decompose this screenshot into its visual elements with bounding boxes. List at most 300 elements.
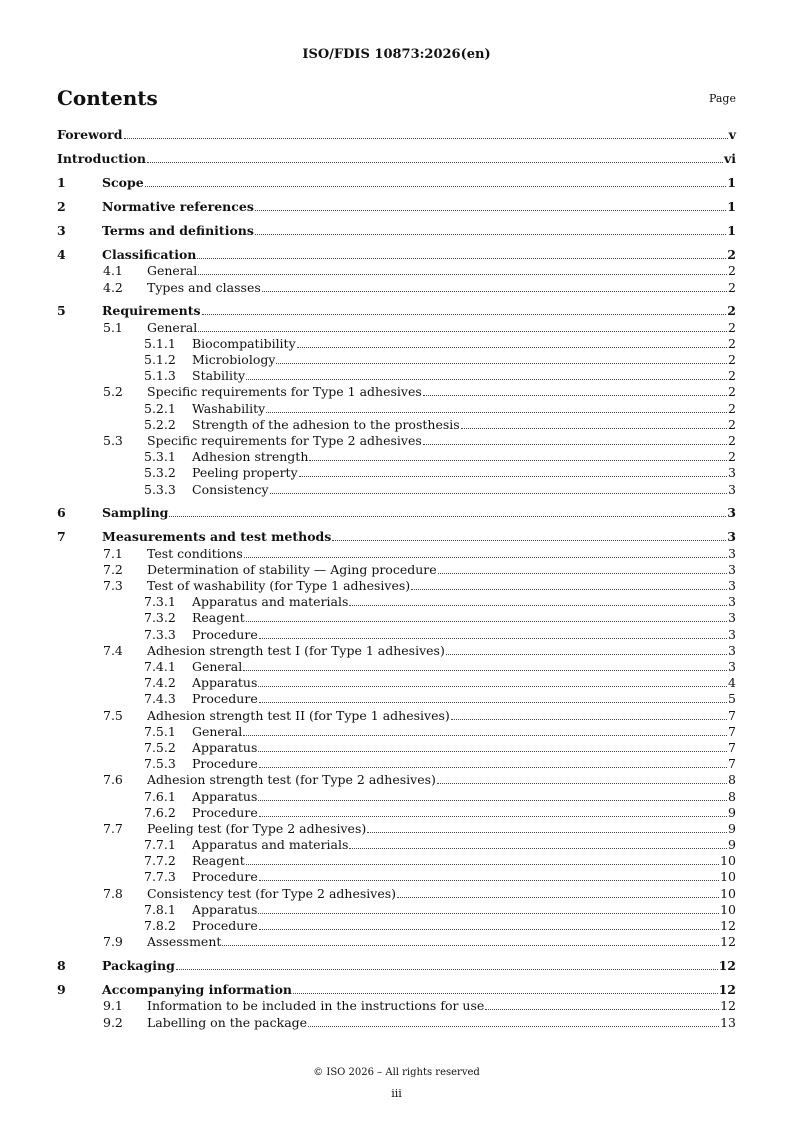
toc-entry-line — [192, 401, 736, 417]
toc-entry-number: 7.5.1 — [144, 723, 176, 739]
document-id: ISO/FDIS 10873:2026(en) — [302, 47, 491, 62]
toc-entry-page: 2 — [728, 416, 736, 432]
toc-entry-page: 3 — [728, 561, 736, 577]
toc-entry-title: Adhesion strength test (for Type 2 adhesives) — [147, 772, 436, 788]
toc-entry-title: Accompanying information — [102, 981, 293, 997]
dot-leader — [438, 573, 727, 574]
toc-entry-page: 7 — [728, 739, 736, 755]
dot-leader — [198, 331, 727, 332]
toc-entry-page: 1 — [727, 174, 736, 190]
toc-entry-line — [147, 886, 736, 902]
toc-entry-number: 3 — [57, 222, 66, 238]
toc-entry-line — [102, 303, 736, 319]
dot-leader — [147, 162, 723, 163]
toc-entry[interactable] — [57, 280, 736, 296]
toc-entry-title: Foreword — [57, 127, 123, 142]
toc-entry[interactable] — [57, 482, 736, 498]
toc-entry-title: Apparatus — [192, 788, 258, 804]
toc-entry-number: 7.6 — [103, 772, 123, 788]
toc-entry[interactable] — [57, 417, 736, 433]
dot-leader — [246, 621, 727, 622]
toc-entry-line — [192, 465, 736, 481]
dot-leader — [246, 379, 727, 380]
toc-entry[interactable] — [57, 756, 736, 772]
toc-entry-number: 7.7.2 — [144, 853, 176, 869]
toc-entry-line — [147, 1015, 736, 1031]
toc-entry[interactable] — [57, 433, 736, 449]
dot-leader — [423, 395, 727, 396]
toc-entry-number: 8 — [57, 957, 66, 973]
toc-entry[interactable] — [57, 675, 736, 691]
dot-leader — [222, 945, 719, 946]
dot-leader — [259, 929, 719, 930]
toc-entry-page: 8 — [728, 788, 736, 804]
toc-entry-page: 2 — [728, 384, 736, 400]
toc-entry-number: 7.3.3 — [144, 626, 176, 642]
toc-entry[interactable] — [57, 982, 736, 998]
toc-entry[interactable] — [57, 886, 736, 902]
toc-entry-line — [147, 263, 736, 279]
toc-entry[interactable] — [57, 263, 736, 279]
toc-entry-line — [192, 918, 736, 934]
dot-leader — [270, 493, 728, 494]
dot-leader — [461, 428, 727, 429]
toc-entry-title: Packaging — [102, 957, 175, 973]
toc-entry-page: 7 — [728, 707, 736, 723]
toc-entry[interactable] — [57, 853, 736, 869]
toc-entry-line — [192, 675, 736, 691]
dot-leader — [258, 686, 727, 687]
toc-entry-line — [192, 724, 736, 740]
toc-entry-line — [147, 280, 736, 296]
toc-entry-title: Apparatus and materials — [192, 594, 349, 610]
toc-entry-page: 7 — [728, 723, 736, 739]
toc-entry[interactable] — [57, 449, 736, 465]
toc-entry[interactable] — [57, 352, 736, 368]
toc-entry-page: 12 — [720, 998, 736, 1014]
toc-entry-number: 9 — [57, 981, 66, 997]
dot-leader — [299, 476, 727, 477]
dot-leader — [243, 670, 727, 671]
toc-entry-number: 5.2 — [103, 384, 123, 400]
toc-entry[interactable] — [57, 303, 736, 319]
toc-entry-line — [102, 175, 736, 191]
toc-entry-title: General — [192, 723, 243, 739]
toc-entry-line — [147, 643, 736, 659]
toc-entry-number: 7.3 — [103, 578, 123, 594]
toc-entry-title: Stability — [192, 368, 246, 384]
dot-leader — [202, 314, 727, 315]
toc-entry-title: Introduction — [57, 150, 147, 166]
toc-entry-line — [192, 417, 736, 433]
dot-leader — [259, 767, 727, 768]
dot-leader — [246, 864, 719, 865]
toc-entry-title: Assessment — [147, 934, 222, 950]
toc-entry-number: 7.4.3 — [144, 691, 176, 707]
dot-leader — [259, 638, 727, 639]
toc-entry-line — [192, 368, 736, 384]
toc-entry-title: Adhesion strength test II (for Type 1 adhesives) — [147, 707, 450, 723]
toc-entry[interactable] — [57, 902, 736, 918]
dot-leader — [451, 719, 727, 720]
toc-entry-line — [147, 384, 736, 400]
toc-entry-title: Peeling test (for Type 2 adhesives) — [147, 820, 367, 836]
toc-entry-number: 7 — [57, 529, 66, 545]
toc-entry-page: 2 — [728, 279, 736, 295]
toc-entry-page: 10 — [720, 869, 736, 885]
toc-entry-page: 12 — [720, 918, 736, 934]
dot-leader — [446, 654, 727, 655]
toc-entry[interactable] — [57, 934, 736, 950]
toc-entry[interactable] — [57, 546, 736, 562]
dot-leader — [367, 832, 727, 833]
toc-entry-line — [192, 805, 736, 821]
toc-entry[interactable] — [57, 336, 736, 352]
toc-entry-number: 7.2 — [103, 561, 123, 577]
toc-entry-title: Consistency test (for Type 2 adhesives) — [147, 885, 397, 901]
toc-entry[interactable] — [57, 127, 736, 143]
toc-entry-line — [192, 482, 736, 498]
toc-entry[interactable] — [57, 465, 736, 481]
toc-entry-page: 3 — [728, 481, 736, 497]
toc-entry-page: 3 — [728, 659, 736, 675]
dot-leader — [258, 751, 727, 752]
toc-entry[interactable] — [57, 805, 736, 821]
toc-entry-title: Normative references — [102, 198, 254, 214]
toc-entry-number: 4.1 — [103, 263, 123, 279]
toc-entry-line — [102, 199, 736, 215]
dot-leader — [255, 234, 726, 235]
toc-entry[interactable] — [57, 594, 736, 610]
toc-entry-page: 10 — [720, 885, 736, 901]
toc-entry[interactable] — [57, 789, 736, 805]
toc-entry-number: 6 — [57, 505, 66, 521]
toc-entry-title: Specific requirements for Type 1 adhesives — [147, 384, 422, 400]
toc-entry-number: 7.5.3 — [144, 756, 176, 772]
toc-entry-number: 5.1.1 — [144, 335, 176, 351]
toc-entry-line — [147, 433, 736, 449]
toc-entry-title: Measurements and test methods — [102, 529, 332, 545]
toc-entry-line — [192, 336, 736, 352]
dot-leader — [255, 210, 726, 211]
dot-leader — [198, 274, 727, 275]
toc-entry-number: 7.1 — [103, 545, 123, 561]
toc-entry-number: 9.1 — [103, 998, 123, 1014]
table-of-contents — [57, 127, 736, 1031]
dot-leader — [485, 1009, 719, 1010]
toc-entry-title: Test of washability (for Type 1 adhesives) — [147, 578, 411, 594]
toc-entry-line — [192, 594, 736, 610]
toc-entry-title: Classification — [102, 246, 197, 262]
toc-entry-line — [57, 151, 736, 167]
toc-entry-line — [102, 247, 736, 263]
toc-entry-line — [192, 853, 736, 869]
toc-entry-page: 1 — [727, 222, 736, 238]
toc-entry-page: 3 — [728, 578, 736, 594]
toc-entry[interactable] — [57, 368, 736, 384]
toc-entry[interactable] — [57, 223, 736, 239]
toc-entry-line — [192, 627, 736, 643]
toc-entry-page: 9 — [728, 837, 736, 853]
toc-entry-title: Requirements — [102, 303, 201, 319]
dot-leader — [243, 735, 727, 736]
toc-entry-title: Apparatus — [192, 901, 258, 917]
toc-entry[interactable] — [57, 740, 736, 756]
toc-entry-title: Consistency — [192, 481, 269, 497]
toc-entry-page: 3 — [728, 594, 736, 610]
toc-entry-line — [102, 223, 736, 239]
toc-entry-title: Apparatus — [192, 675, 258, 691]
toc-entry-page: 2 — [727, 246, 736, 262]
toc-entry-number: 5.2.2 — [144, 416, 176, 432]
toc-entry-page: 3 — [728, 642, 736, 658]
toc-entry-page: 3 — [727, 529, 736, 545]
toc-entry[interactable] — [57, 837, 736, 853]
toc-entry-title: Reagent — [192, 853, 245, 869]
toc-entry-page: 13 — [720, 1014, 736, 1030]
toc-entry-line — [192, 610, 736, 626]
toc-entry-title: Procedure — [192, 918, 258, 934]
toc-entry-title: Sampling — [102, 505, 169, 521]
dot-leader — [349, 848, 727, 849]
toc-entry[interactable] — [57, 724, 736, 740]
toc-entry-line — [192, 659, 736, 675]
toc-entry-page: 4 — [728, 675, 736, 691]
toc-entry-line — [57, 127, 736, 143]
toc-entry-title: Scope — [102, 174, 144, 190]
toc-entry-title: Test conditions — [147, 545, 243, 561]
toc-entry-title: Microbiology — [192, 352, 276, 368]
toc-entry-number: 7.7.3 — [144, 869, 176, 885]
toc-entry[interactable] — [57, 772, 736, 788]
toc-entry[interactable] — [57, 918, 736, 934]
toc-entry[interactable] — [57, 998, 736, 1014]
toc-entry-line — [147, 578, 736, 594]
toc-entry-line — [102, 982, 736, 998]
toc-entry[interactable] — [57, 401, 736, 417]
toc-entry[interactable] — [57, 708, 736, 724]
toc-entry-number: 7.4.2 — [144, 675, 176, 691]
toc-entry[interactable] — [57, 643, 736, 659]
toc-entry[interactable] — [57, 659, 736, 675]
dot-leader — [349, 605, 727, 606]
toc-entry-number: 7.5 — [103, 707, 123, 723]
toc-entry-line — [147, 998, 736, 1014]
toc-entry-line — [192, 789, 736, 805]
toc-entry-title: Strength of the adhesion to the prosthesis — [192, 416, 460, 432]
toc-entry-page: 2 — [728, 263, 736, 279]
toc-entry-title: Information to be included in the instructions for use — [147, 998, 485, 1014]
toc-entry-number: 4.2 — [103, 279, 123, 295]
dot-leader — [332, 540, 726, 541]
dot-leader — [197, 258, 726, 259]
dot-leader — [176, 969, 718, 970]
toc-entry-page: 2 — [728, 449, 736, 465]
toc-entry-number: 7.3.1 — [144, 594, 176, 610]
toc-entry-line — [192, 837, 736, 853]
toc-entry-page: 3 — [728, 610, 736, 626]
toc-entry-page: 9 — [728, 804, 736, 820]
toc-entry-title: Labelling on the package — [147, 1014, 308, 1030]
toc-entry-title: General — [147, 263, 198, 279]
toc-entry-number: 7.4.1 — [144, 659, 176, 675]
toc-entry-title: Procedure — [192, 804, 258, 820]
toc-entry[interactable] — [57, 610, 736, 626]
toc-entry[interactable] — [57, 1015, 736, 1031]
page-title: Contents — [57, 86, 158, 110]
toc-entry-line — [192, 869, 736, 885]
toc-entry-page: 2 — [727, 303, 736, 319]
page-number: iii — [391, 1087, 402, 1100]
toc-entry-page: v — [728, 127, 736, 142]
toc-entry-line — [102, 505, 736, 521]
toc-entry[interactable] — [57, 384, 736, 400]
toc-entry-number: 9.2 — [103, 1014, 123, 1030]
toc-entry-line — [147, 546, 736, 562]
toc-entry-page: 7 — [728, 756, 736, 772]
toc-entry-title: Washability — [192, 400, 266, 416]
toc-entry-page: 3 — [728, 465, 736, 481]
dot-leader — [309, 460, 727, 461]
toc-entry-number: 7.8.1 — [144, 901, 176, 917]
toc-entry-line — [192, 449, 736, 465]
toc-entry-page: 12 — [718, 957, 736, 973]
toc-entry-line — [147, 708, 736, 724]
toc-entry[interactable] — [57, 175, 736, 191]
toc-entry-title: General — [147, 319, 198, 335]
toc-entry[interactable] — [57, 869, 736, 885]
dot-leader — [124, 138, 728, 139]
toc-entry[interactable] — [57, 151, 736, 167]
toc-entry-page: 12 — [718, 981, 736, 997]
toc-entry-number: 7.9 — [103, 934, 123, 950]
toc-entry-title: Terms and definitions — [102, 222, 254, 238]
toc-entry-title: Apparatus — [192, 739, 258, 755]
toc-entry-title: Procedure — [192, 869, 258, 885]
toc-entry-title: Procedure — [192, 691, 258, 707]
toc-entry-number: 2 — [57, 198, 66, 214]
toc-entry-title: Biocompatibility — [192, 335, 296, 351]
toc-entry-page: 10 — [720, 853, 736, 869]
toc-entry-title: Types and classes — [147, 279, 261, 295]
toc-entry-title: Adhesion strength test I (for Type 1 adhesives) — [147, 642, 445, 658]
toc-entry-number: 7.6.2 — [144, 804, 176, 820]
toc-entry-number: 7.4 — [103, 642, 123, 658]
toc-entry-line — [102, 529, 736, 545]
toc-entry[interactable] — [57, 199, 736, 215]
toc-entry-number: 7.7.1 — [144, 837, 176, 853]
toc-entry-number: 7.8 — [103, 885, 123, 901]
toc-entry-title: Procedure — [192, 626, 258, 642]
toc-entry[interactable] — [57, 562, 736, 578]
dot-leader — [297, 347, 727, 348]
toc-entry-title: General — [192, 659, 243, 675]
toc-entry-line — [102, 958, 736, 974]
dot-leader — [293, 993, 718, 994]
toc-entry-line — [147, 772, 736, 788]
toc-entry-page: 3 — [728, 545, 736, 561]
toc-entry-number: 5.1.3 — [144, 368, 176, 384]
dot-leader — [259, 702, 727, 703]
toc-entry-page: 8 — [728, 772, 736, 788]
toc-entry-line — [147, 821, 736, 837]
dot-leader — [411, 589, 727, 590]
toc-entry-page: 5 — [728, 691, 736, 707]
toc-entry-title: Procedure — [192, 756, 258, 772]
toc-entry-number: 5.1 — [103, 319, 123, 335]
toc-entry-page: 2 — [728, 335, 736, 351]
dot-leader — [145, 186, 727, 187]
toc-entry-number: 4 — [57, 246, 66, 262]
toc-entry-line — [192, 691, 736, 707]
toc-entry-title: Specific requirements for Type 2 adhesives — [147, 432, 422, 448]
page-column-label: Page — [708, 92, 736, 105]
toc-entry-page: 2 — [728, 352, 736, 368]
toc-entry-page: 9 — [728, 820, 736, 836]
toc-entry-line — [147, 320, 736, 336]
toc-entry[interactable] — [57, 247, 736, 263]
toc-entry-number: 5 — [57, 303, 66, 319]
toc-entry-number: 7.3.2 — [144, 610, 176, 626]
dot-leader — [276, 363, 727, 364]
toc-entry[interactable] — [57, 505, 736, 521]
dot-leader — [262, 291, 727, 292]
toc-entry-line — [192, 902, 736, 918]
dot-leader — [244, 557, 727, 558]
toc-entry-number: 5.3.1 — [144, 449, 176, 465]
toc-entry-line — [192, 740, 736, 756]
dot-leader — [437, 783, 727, 784]
toc-entry-page: 1 — [727, 198, 736, 214]
toc-entry-number: 7.8.2 — [144, 918, 176, 934]
dot-leader — [258, 800, 727, 801]
toc-entry-number: 7.5.2 — [144, 739, 176, 755]
dot-leader — [169, 516, 726, 517]
toc-entry-title: Peeling property — [192, 465, 298, 481]
toc-entry[interactable] — [57, 627, 736, 643]
toc-entry[interactable] — [57, 691, 736, 707]
toc-entry-number: 5.3 — [103, 432, 123, 448]
toc-entry-page: 3 — [727, 505, 736, 521]
toc-entry-line — [192, 352, 736, 368]
toc-entry-page: vi — [723, 150, 736, 166]
toc-entry-page: 2 — [728, 319, 736, 335]
dot-leader — [266, 412, 727, 413]
toc-entry[interactable] — [57, 821, 736, 837]
toc-entry-title: Determination of stability — Aging procedure — [147, 561, 437, 577]
toc-entry[interactable] — [57, 578, 736, 594]
toc-entry-page: 2 — [728, 432, 736, 448]
toc-entry-number: 7.7 — [103, 820, 123, 836]
toc-entry-number: 7.6.1 — [144, 788, 176, 804]
toc-entry-line — [192, 756, 736, 772]
toc-entry-number: 5.3.2 — [144, 465, 176, 481]
toc-entry-number: 5.3.3 — [144, 481, 176, 497]
dot-leader — [308, 1026, 719, 1027]
toc-entry-title: Apparatus and materials — [192, 837, 349, 853]
toc-entry-number: 5.1.2 — [144, 352, 176, 368]
dot-leader — [259, 816, 727, 817]
copyright-notice: © ISO 2026 – All rights reserved — [313, 1067, 480, 1078]
toc-entry[interactable] — [57, 529, 736, 545]
toc-entry-page: 3 — [728, 626, 736, 642]
dot-leader — [423, 444, 727, 445]
dot-leader — [397, 897, 719, 898]
toc-entry-number: 1 — [57, 174, 66, 190]
toc-entry[interactable] — [57, 958, 736, 974]
toc-entry[interactable] — [57, 320, 736, 336]
toc-entry-line — [147, 562, 736, 578]
